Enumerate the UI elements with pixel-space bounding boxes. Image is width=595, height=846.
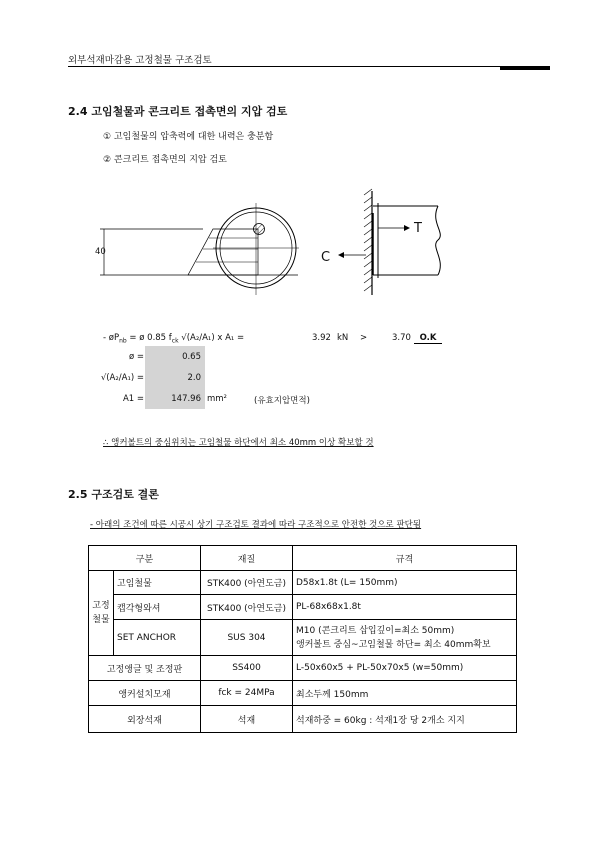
formula-prefix: - øP (103, 333, 120, 343)
row-spec: D58x1.8t (L= 150mm) (293, 571, 517, 595)
bearing-diagram (88, 183, 468, 303)
formula-subscript-ck: ck (171, 337, 179, 345)
header-material: 재질 (201, 546, 293, 571)
header-accent-bar (500, 66, 550, 70)
section-item-1: ① 고임철물의 압축력에 대한 내력은 충분함 (103, 132, 274, 142)
bearing-formula (103, 333, 244, 345)
compare-sign: > (360, 333, 368, 343)
result-value: 3.92 (312, 333, 331, 343)
document-header: 외부석재마감용 고정철물 구조검토 (68, 55, 212, 66)
row-spec-line2: 앵커볼트 중심~고임철물 하단= 최소 40mm확보 (296, 639, 491, 650)
wall-section (338, 189, 440, 295)
group-label-line2: 철물 (92, 615, 110, 625)
calc-row-value: 2.0 (187, 373, 201, 383)
row-material: STK400 (아연도금) (201, 595, 293, 620)
verdict-badge: O.K (414, 333, 442, 344)
table-row (89, 620, 517, 656)
section-title-2-5: 2.5 구조검토 결론 (68, 488, 159, 501)
group-label (89, 571, 114, 656)
calc-row-unit: mm² (207, 394, 227, 404)
compression-label: C (321, 250, 331, 265)
table-row (89, 595, 517, 620)
calc-row-label: √(A₂/A₁) = (100, 373, 144, 383)
calc-row-label: ø = (128, 352, 144, 362)
section-title-2-4: 2.4 고임철물과 콘크리트 접촉면의 지압 검토 (68, 105, 288, 118)
table-row (89, 571, 517, 595)
row-name: 고임철물 (114, 571, 201, 595)
row-spec (293, 620, 517, 656)
row-spec: 최소두께 150mm (293, 681, 517, 706)
row-material: SUS 304 (201, 620, 293, 656)
conclusion-note: ∴ 앵커볼트의 중심위치는 고임철물 하단에서 최소 40mm 이상 확보할 것 (103, 438, 374, 448)
calc-row-value: 147.96 (171, 394, 201, 404)
table-row (89, 681, 517, 706)
calc-row-value: 0.65 (182, 352, 201, 362)
calc-row-note: (유효지압면적) (254, 396, 310, 406)
section-item-2: ② 콘크리트 접촉면의 지압 검토 (103, 155, 227, 165)
row-name: 앵커설치모재 (89, 681, 201, 706)
calc-row-label: A1 = (122, 394, 144, 404)
tension-label: T (414, 221, 422, 236)
spec-table (88, 545, 517, 733)
formula-subscript-nb: nb (119, 337, 127, 345)
row-spec-line1: M10 (콘크리트 삽입깊이=최소 50mm) (296, 625, 455, 636)
header-category: 구분 (89, 546, 201, 571)
result-unit: kN (337, 333, 349, 343)
table-row (89, 706, 517, 733)
formula-mid: = ø 0.85 f (126, 333, 172, 343)
row-material: SS400 (201, 656, 293, 681)
row-name: 외장석재 (89, 706, 201, 733)
row-name: 캡각형와셔 (114, 595, 201, 620)
limit-value: 3.70 (392, 333, 411, 343)
group-label-line1: 고정 (92, 601, 110, 611)
row-spec: PL-68x68x1.8t (293, 595, 517, 620)
row-material: STK400 (아연도금) (201, 571, 293, 595)
section-subtitle: - 아래의 조건에 따른 시공시 상기 구조검토 결과에 따라 구조적으로 안전한 것으로 판단됨 (90, 520, 422, 530)
row-name: SET ANCHOR (114, 620, 201, 656)
formula-tail: √(A₂/A₁) x A₁ = (178, 333, 245, 343)
row-spec: 석재하중 = 60kg : 석재1장 당 2개소 지지 (293, 706, 517, 733)
dimension-label: 40 (95, 247, 106, 257)
pipe-cross-section (100, 203, 299, 295)
header-rule (68, 66, 550, 67)
table-header-row (89, 546, 517, 571)
table-row (89, 656, 517, 681)
row-spec: L-50x60x5 + PL-50x70x5 (w=50mm) (293, 656, 517, 681)
row-name: 고정앵글 및 조정판 (89, 656, 201, 681)
header-spec: 규격 (293, 546, 517, 571)
row-material: fck = 24MPa (201, 681, 293, 706)
row-material: 석재 (201, 706, 293, 733)
